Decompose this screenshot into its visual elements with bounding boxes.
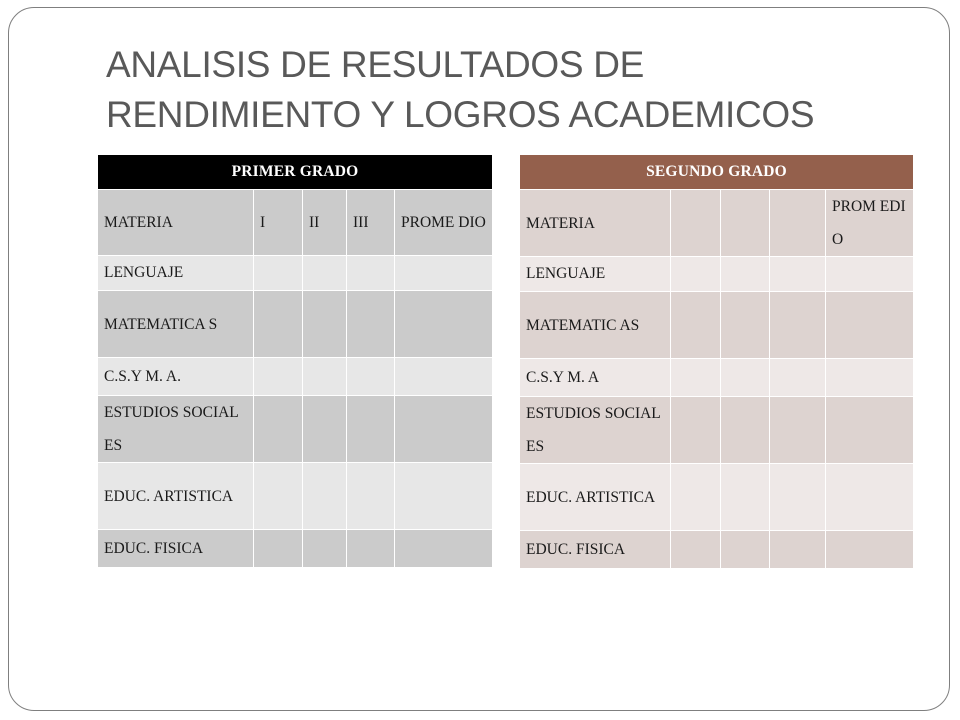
grade-cell[interactable] — [826, 359, 914, 397]
grade-cell[interactable] — [826, 257, 914, 292]
grade-cell[interactable] — [721, 292, 770, 359]
row-label-matematicas: MATEMATIC AS — [520, 292, 671, 359]
grade-cell[interactable] — [671, 292, 721, 359]
grade-cell[interactable] — [347, 396, 395, 463]
grade-cell[interactable] — [770, 397, 826, 464]
title-line-2: RENDIMIENTO Y LOGROS ACADEMICOS — [106, 94, 815, 135]
grade-cell[interactable] — [303, 463, 347, 530]
grade-cell[interactable] — [303, 291, 347, 358]
grade-cell[interactable] — [347, 291, 395, 358]
grade-cell[interactable] — [254, 530, 303, 568]
grade-cell[interactable] — [303, 530, 347, 568]
column-header-materia: MATERIA — [98, 190, 254, 256]
grade-cell[interactable] — [254, 291, 303, 358]
row-label-educ-fisica: EDUC. FISICA — [98, 530, 254, 568]
column-header-promedio: PROME DIO — [395, 190, 493, 256]
grade-cell[interactable] — [826, 292, 914, 359]
grade-cell[interactable] — [671, 464, 721, 531]
row-label-estudios-sociales: ESTUDIOS SOCIALES — [98, 396, 254, 463]
column-header-i: I — [254, 190, 303, 256]
grade-cell[interactable] — [671, 257, 721, 292]
grade-cell[interactable] — [671, 359, 721, 397]
grade-cell[interactable] — [347, 463, 395, 530]
grade-cell[interactable] — [254, 396, 303, 463]
grade-cell[interactable] — [303, 396, 347, 463]
grade-cell[interactable] — [826, 397, 914, 464]
grade-cell[interactable] — [770, 257, 826, 292]
grade-cell[interactable] — [826, 531, 914, 569]
column-header-blank — [671, 190, 721, 257]
grade-cell[interactable] — [254, 463, 303, 530]
row-label-csym: C.S.Y M. A. — [98, 358, 254, 396]
row-label-educ-artistica: EDUC. ARTISTICA — [520, 464, 671, 531]
segundo-grado-table — [519, 154, 914, 569]
title-line-1: ANALISIS DE RESULTADOS DE — [106, 44, 645, 85]
row-label-csym: C.S.Y M. A — [520, 359, 671, 397]
grade-cell[interactable] — [303, 256, 347, 291]
grade-cell[interactable] — [671, 397, 721, 464]
grade-cell[interactable] — [254, 256, 303, 291]
grade-cell[interactable] — [395, 291, 493, 358]
segundo-grado-header: SEGUNDO GRADO — [520, 155, 914, 190]
grade-cell[interactable] — [770, 359, 826, 397]
grade-cell[interactable] — [347, 530, 395, 568]
grade-cell[interactable] — [395, 396, 493, 463]
row-label-educ-fisica: EDUC. FISICA — [520, 531, 671, 569]
row-label-estudios-sociales: ESTUDIOS SOCIALES — [520, 397, 671, 464]
grade-cell[interactable] — [721, 464, 770, 531]
row-label-lenguaje: LENGUAJE — [520, 257, 671, 292]
column-header-ii: II — [303, 190, 347, 256]
primer-grado-table — [97, 154, 493, 568]
grade-cell[interactable] — [395, 358, 493, 396]
page-title — [106, 40, 906, 140]
grade-cell[interactable] — [671, 531, 721, 569]
column-header-iii: III — [347, 190, 395, 256]
primer-grado-header: PRIMER GRADO — [98, 155, 493, 190]
row-label-matematicas: MATEMATICA S — [98, 291, 254, 358]
grade-cell[interactable] — [254, 358, 303, 396]
grade-cell[interactable] — [347, 358, 395, 396]
row-label-lenguaje: LENGUAJE — [98, 256, 254, 291]
grade-cell[interactable] — [826, 464, 914, 531]
grade-cell[interactable] — [770, 464, 826, 531]
column-header-promedio: PROM EDIO — [826, 190, 914, 257]
grade-cell[interactable] — [721, 397, 770, 464]
row-label-educ-artistica: EDUC. ARTISTICA — [98, 463, 254, 530]
grade-cell[interactable] — [395, 256, 493, 291]
grade-cell[interactable] — [395, 530, 493, 568]
grade-cell[interactable] — [770, 292, 826, 359]
grade-cell[interactable] — [721, 359, 770, 397]
grade-cell[interactable] — [770, 531, 826, 569]
grade-cell[interactable] — [347, 256, 395, 291]
grade-cell[interactable] — [303, 358, 347, 396]
grade-cell[interactable] — [721, 531, 770, 569]
column-header-blank — [770, 190, 826, 257]
column-header-materia: MATERIA — [520, 190, 671, 257]
grade-cell[interactable] — [721, 257, 770, 292]
grade-cell[interactable] — [395, 463, 493, 530]
column-header-blank — [721, 190, 770, 257]
